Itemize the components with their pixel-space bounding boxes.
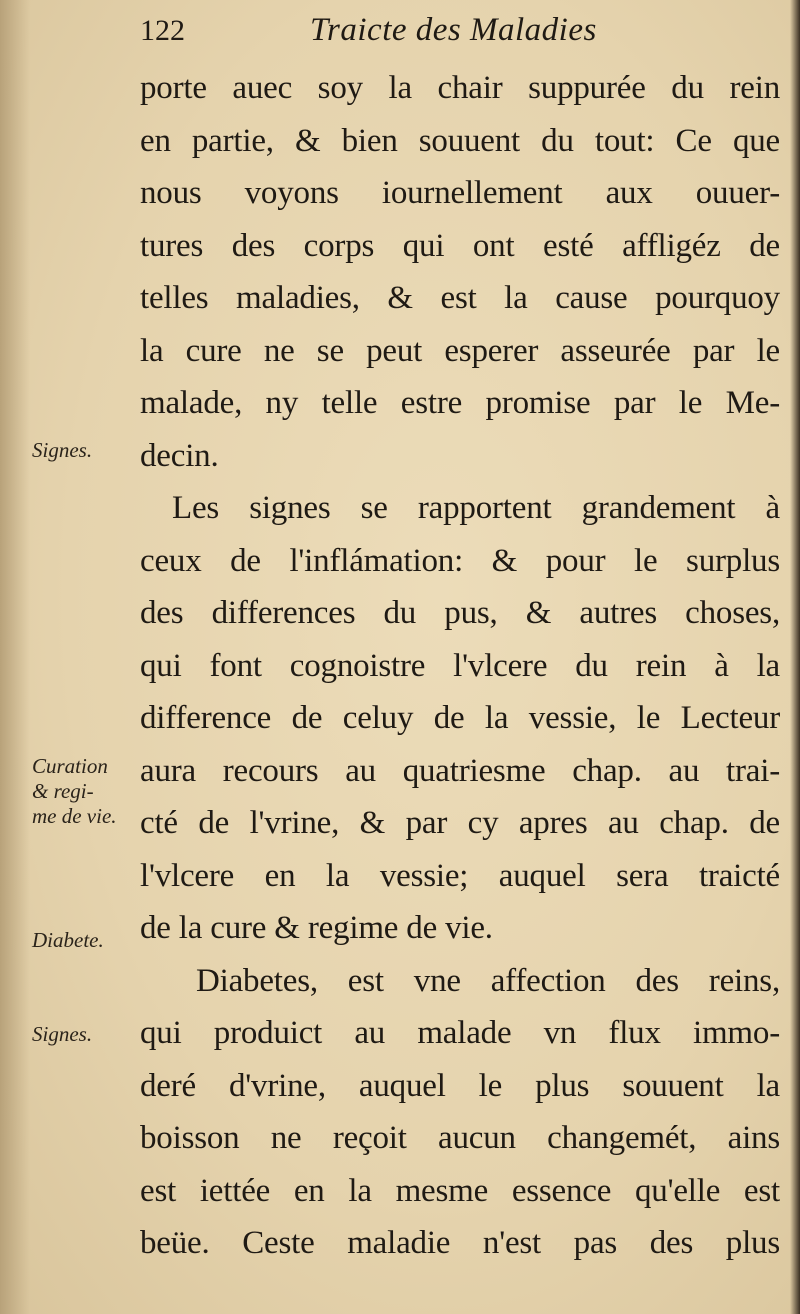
text-line: Les signes se rapportent grandement à [172, 490, 780, 526]
text-line: de la cure & regime de vie. [140, 910, 493, 946]
margin-note-line: Signes. [32, 1022, 93, 1046]
margin-note-diabete [32, 928, 104, 953]
text-line: decin. [140, 437, 219, 474]
margin-note-line: & regi- [32, 779, 94, 803]
text-line: difference de celuy de la vessie, le Lecteur [140, 700, 780, 736]
margin-note-line: Signes. [32, 438, 93, 462]
margin-note-curation [32, 754, 117, 829]
marginalia [0, 0, 140, 1314]
text-line: porte auec soy la chair suppurée du rein [140, 70, 780, 106]
text-line: tures des corps qui ont esté affligéz de [140, 227, 780, 264]
text-line: nous voyons iournellement aux ouuer- [140, 175, 780, 211]
margin-note-line: Curation [32, 754, 108, 778]
page-edge-shadow [790, 0, 800, 1314]
running-title: Traicte des Maladies [310, 12, 597, 48]
text-line: beüe. Ceste maladie n'est pas des plus [140, 1225, 780, 1261]
text-line: des differences du pus, & autres choses, [140, 595, 780, 631]
text-line: qui font cognoistre l'vlcere du rein à la [140, 647, 780, 684]
text-line: malade, ny telle estre promise par le Me- [140, 385, 780, 421]
margin-note-line: Diabete. [32, 928, 104, 952]
text-line: la cure ne se peut esperer asseurée par le [140, 332, 780, 369]
margin-note-line: me de vie. [32, 804, 117, 828]
text-line: boisson ne reçoit aucun changemét, ains [140, 1120, 780, 1156]
text-line: aura recours au quatriesme chap. au trai- [140, 752, 780, 789]
page-number: 122 [140, 14, 185, 47]
text-line: en partie, & bien souuent du tout: Ce que [140, 122, 780, 159]
body-text [140, 62, 780, 1270]
text-line: l'vlcere en la vessie; auquel sera traicté [140, 857, 780, 894]
text-line: telles maladies, & est la cause pourquoy [140, 280, 780, 316]
text-line: est iettée en la mesme essence qu'elle est [140, 1172, 780, 1209]
margin-note-signes [32, 438, 92, 463]
text-line: Diabetes, est vne affection des reins, [196, 962, 780, 999]
text-line: cté de l'vrine, & par cy apres au chap. de [140, 805, 780, 841]
margin-note-signes-2 [32, 1022, 92, 1047]
page-header [140, 8, 780, 56]
text-line: deré d'vrine, auquel le plus souuent la [140, 1067, 780, 1104]
text-line: qui produict au malade vn flux immo- [140, 1015, 780, 1051]
text-line: ceux de l'inflámation: & pour le surplus [140, 542, 780, 579]
